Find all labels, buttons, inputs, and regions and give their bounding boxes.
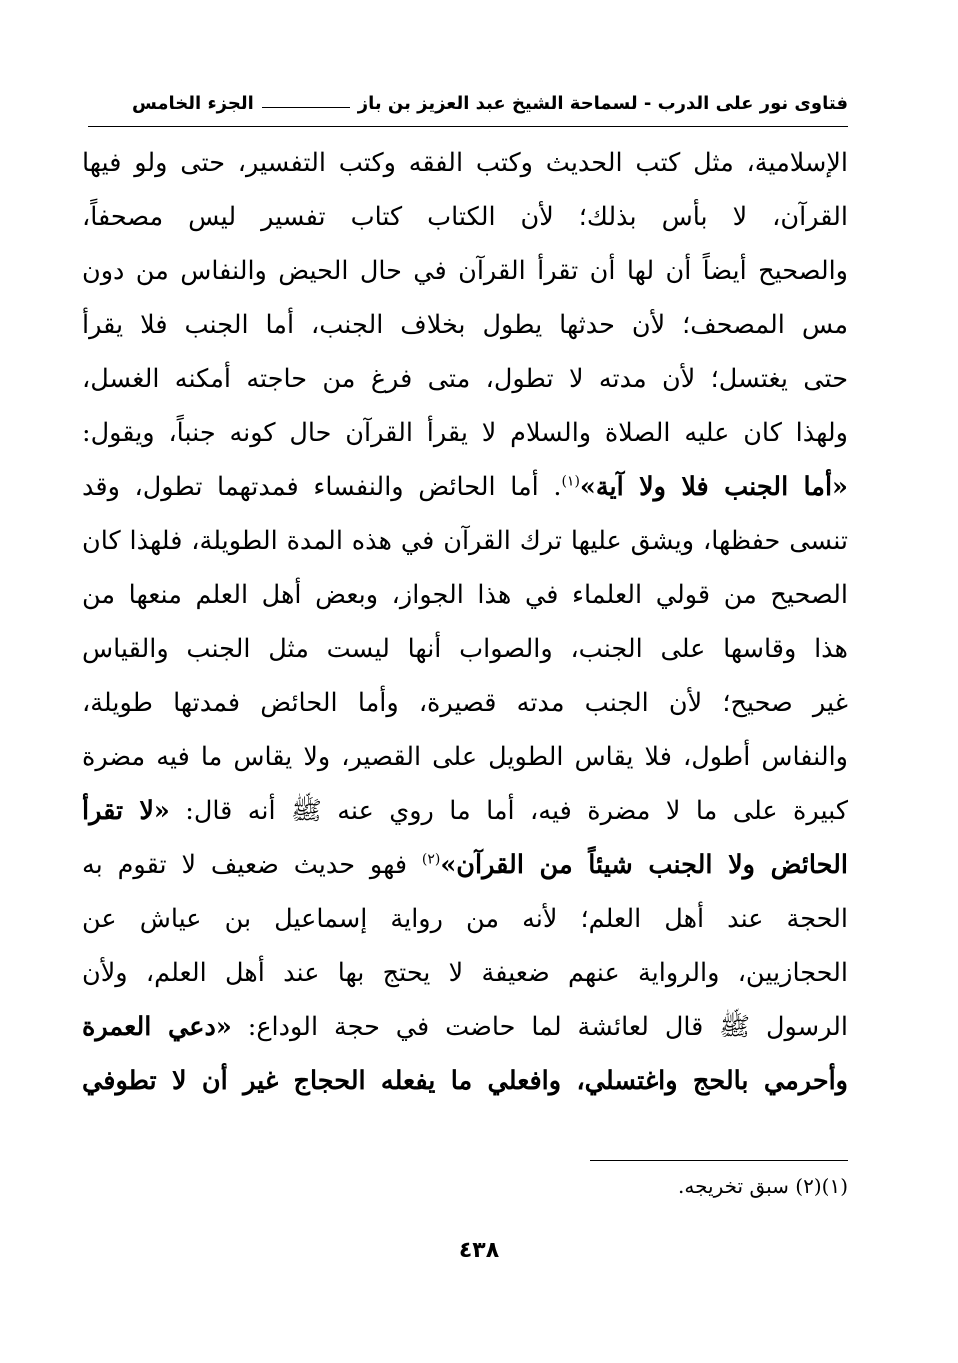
- text-line: [82, 622, 848, 676]
- text-segment: غير صحيح؛ لأن الجنب مدته قصيرة، وأما الحائض فمدتها طويلة،: [82, 688, 848, 718]
- text-segment: كبيرة على ما لا مضرة فيه، أما ما روي عنه ﷺ أنه قال:: [169, 796, 848, 826]
- text-line: [82, 298, 848, 352]
- text-segment: الصحيح من قولي العلماء في هذا الجواز، وبعض أهل العلم منعها من: [82, 580, 848, 610]
- text-segment: هذا وقاسها على الجنب، والصواب أنها ليست مثل الجنب والقياس: [82, 634, 848, 664]
- text-segment: تنسى حفظها، ويشق عليها ترك القرآن في هذه المدة الطويلة، فلهذا كان: [82, 526, 848, 556]
- footnote: (١)(٢) سبق تخريجه.: [678, 1174, 848, 1198]
- text-line: [82, 838, 848, 892]
- text-segment: حتى يغتسل؛ لأن مدته لا تطول، متى فرغ من حاجته أمكنه الغسل،: [82, 364, 848, 394]
- text-line: [82, 460, 848, 514]
- page-number: ٤٣٨: [458, 1238, 500, 1263]
- hadith-quote: «دعي العمرة: [82, 1012, 232, 1042]
- text-segment: الإسلامية، مثل كتب الحديث وكتب الفقه وكتب التفسير، حتى ولو فيها: [82, 148, 848, 178]
- text-line: [82, 946, 848, 1000]
- text-line: [82, 352, 848, 406]
- text-line: [82, 784, 848, 838]
- text-line: [82, 676, 848, 730]
- header-dash-rule: [262, 107, 350, 108]
- text-segment: ولهذا كان عليه الصلاة والسلام لا يقرأ القرآن حال كونه جنباً، ويقول:: [82, 418, 848, 448]
- header-underline: [88, 126, 848, 127]
- text-segment: فهو حديث ضعيف لا تقوم به: [82, 850, 422, 880]
- volume-label: الجزء الخامس: [131, 92, 254, 114]
- running-header: [88, 88, 848, 118]
- hadith-quote: الحائض ولا الجنب شيئاً من القرآن»: [440, 850, 848, 880]
- text-segment: مس المصحف؛ لأن حدثها يطول بخلاف الجنب، أما الجنب فلا يقرأ: [82, 310, 848, 340]
- main-text: [82, 136, 848, 1108]
- footnote-separator: [590, 1160, 848, 1161]
- text-segment: الحجازيين، والرواية عنهم ضعيفة لا يحتج بها عند أهل العلم، ولأن: [82, 958, 848, 988]
- text-line: [82, 568, 848, 622]
- footnote-ref: (٢): [421, 851, 441, 868]
- book-title: فتاوى نور على الدرب - لسماحة الشيخ عبد العزيز بن باز: [357, 92, 848, 114]
- hadith-quote: وأحرمي بالحج واغتسلي، وافعلي ما يفعله الحجاج غير أن لا تطوفي: [82, 1066, 848, 1096]
- text-segment: القرآن، لا بأس بذلك؛ لأن الكتاب كتاب تفسير ليس مصحفاً،: [82, 202, 848, 232]
- hadith-quote: «لا تقرأ: [82, 796, 170, 826]
- text-line: [82, 406, 848, 460]
- text-line: [82, 514, 848, 568]
- text-line: [82, 892, 848, 946]
- text-line: [82, 244, 848, 298]
- text-line: [82, 730, 848, 784]
- footnote-ref: (١): [561, 473, 580, 490]
- text-segment: الحجة عند أهل العلم؛ لأنه من رواية إسماعيل بن عياش عن: [82, 904, 848, 934]
- hadith-quote: «أما الجنب فلا ولا آية»: [579, 472, 848, 502]
- text-segment: والنفاس أطول، فلا يقاس الطويل على القصير، ولا يقاس ما فيه مضرة: [82, 742, 848, 772]
- text-line: [82, 1000, 848, 1054]
- text-line: [82, 1054, 848, 1108]
- text-line: [82, 190, 848, 244]
- text-segment: . أما الحائض والنفساء فمدتهما تطول، وقد: [82, 472, 562, 502]
- text-line: [82, 136, 848, 190]
- text-segment: والصحيح أيضاً أن لها أن تقرأ القرآن في حال الحيض والنفاس من دون: [82, 256, 848, 286]
- text-segment: الرسول ﷺ قال لعائشة لما حاضت في حجة الوداع:: [231, 1012, 849, 1042]
